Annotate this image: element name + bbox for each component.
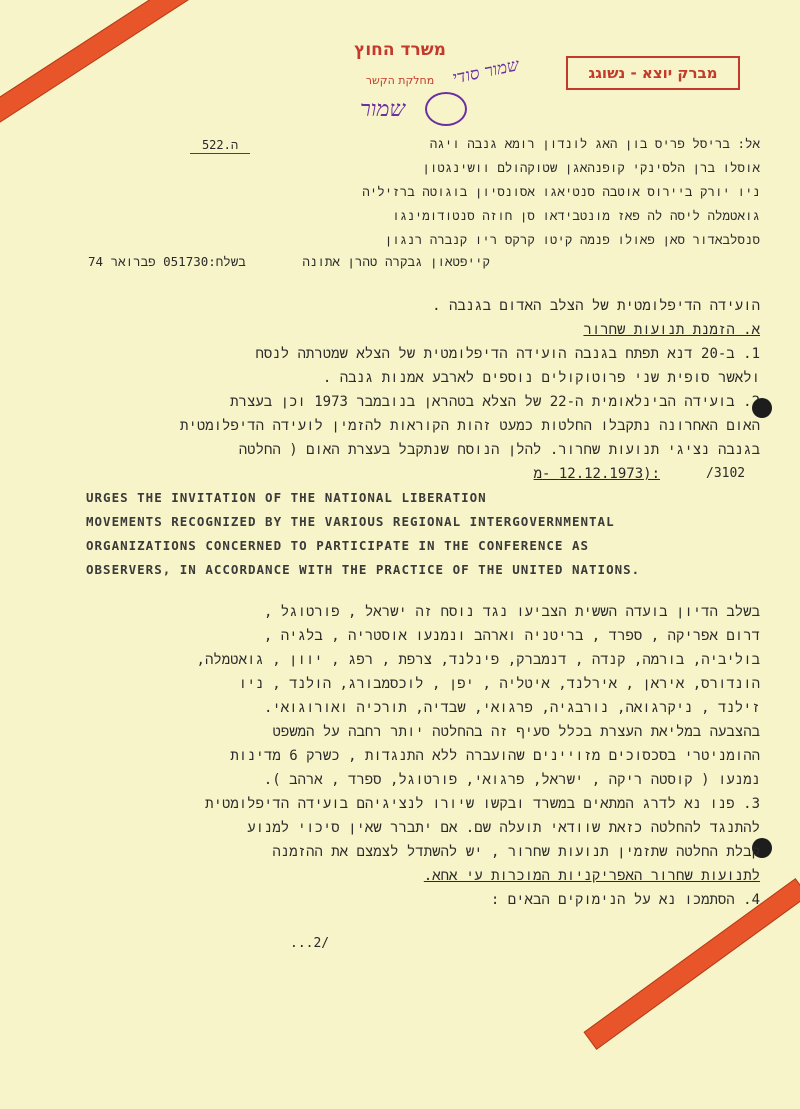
p1-line-4: האום האחרונה נתקבלו החלטות כמעט זהות הקוראות להזמין לועידה הדיפלומטית: [180, 418, 760, 434]
p1-line-5: בגנבה נציגי תנועות שחרור. להלן הנוסח שנתקבל בעצרת האום ( החלטה: [238, 442, 760, 458]
p1-line-2: ולאשר סופית שני פרוטוקולים נוספים לארבע אמנות גנבה .: [322, 370, 760, 386]
p2-line-6: בהצבעה במליאת העצרת בכלל סעיף זה בהחלטה יותר רחבה על המשפט: [272, 724, 760, 740]
send-time: בשלח:051730 פברואר 74: [88, 254, 246, 269]
telegram-number: ה.522: [190, 138, 250, 154]
p2-line-4: הונדורס, איראן , אירלנד, איטליה , יפן , לוכסמבורג, הולנד , ניו: [238, 676, 760, 692]
p3-line-1: 3. פנו נא לדרג המתאים במשרד ובקשו שיורו לנציגיהם בועידה הדיפלומטית: [205, 796, 760, 812]
english-line-2: MOVEMENTS RECOGNIZED BY THE VARIOUS REGIONAL INTERGOVERNMENTAL: [86, 514, 615, 529]
english-line-4: OBSERVERS, IN ACCORDANCE WITH THE PRACTICE OF THE UNITED NATIONS.: [86, 562, 641, 577]
p1-line-3: . בועידה הבינלאומית ה-22 של הצלא בטהראן בנובמבר 1973 וכן בעצרת: [230, 394, 752, 410]
section-a-heading: א. הזמנת תנועות שחרור: [583, 322, 760, 338]
resolution-date: :(12.12.1973 -מ: [533, 466, 660, 482]
recipients-line-5: סנסלבאדור סאן פאולו פנמה קיטו קרקס ריו קנברה רנגון: [384, 232, 760, 247]
resolution-reference: /3102: [706, 466, 746, 481]
recipients-line-3: ניו יורק ביירוס אוטבה סנטיאגו אסונסיון בוגוטה ברזיליה: [362, 184, 760, 199]
p4-line: 4. הסתמכו נא על הנימוקים הבאים :: [490, 892, 760, 908]
hole-punch-1: [752, 398, 772, 418]
english-line-3: ORGANIZATIONS CONCERNED TO PARTICIPATE IN THE CONFERENCE AS: [86, 538, 590, 553]
recipients-line-1: אל: בריסל פריס בון האג לונדון רומא גנבה ויגה: [429, 136, 760, 151]
handwritten-circle-mark: [425, 92, 467, 126]
p2-line-2: דרום אפריקה , ספרד , בריטניה וארהב ונמנעו אוסטריה , בלגיה ,: [263, 628, 760, 644]
red-diagonal-stripe-top: [0, 0, 229, 138]
p3-line-2: להתנגד להחלטה כזאת שוודאי תועלה שם. אם יתברר שאין סיכוי למנוע: [247, 820, 760, 836]
handwritten-secondary: שמור סודי: [450, 55, 521, 89]
handwritten-classification: שמור: [360, 97, 406, 122]
outgoing-telegram-stamp: מברק יוצא - נשוגג: [566, 56, 740, 90]
ministry-name: משרד החוץ: [354, 40, 446, 60]
p1-line-1: 1. ב-20 דנא תפתח בגנבה הועידה הדיפלומטית של הצלא שמטרתה לנסח: [255, 346, 760, 362]
p2-line-1: בשלב הדיון בועדה הששית הצביעו נגד נוסח זה ישראל , פורטוגל ,: [263, 604, 760, 620]
recipients-line-6: קייפטאון גבקרה טהרן אתונה: [302, 254, 490, 269]
recipients-line-2: אוסלו ברן הלסינקי קופנהאגן שטוקהולם וושינגטון: [422, 160, 760, 175]
p2-line-5: זילנד , ניקרגואה, נורבגיה, פרגואי, שבדיה, תורכיה ואורוגואי.: [263, 700, 760, 716]
p3-line-4: לתנועות שחרור האפריקניות המוכרות עי אחא.: [423, 868, 760, 884]
english-line-1: URGES THE INVITATION OF THE NATIONAL LIBERATION: [86, 490, 487, 505]
continued-marker: ...2/: [290, 936, 330, 951]
subject-line: הועידה הדיפלומטית של הצלב האדום בגנבה .: [432, 298, 760, 314]
p2-line-8: נמנעו ( קוסטה ריקה , ישראל, פרגואי, פורטוגל, ספרד , ארהב ).: [263, 772, 760, 788]
p2-line-7: ההומניטרי בסכסוכים מזויינים שהועברה ללא התנגדות , כשרק 6 מדינות: [230, 748, 760, 764]
recipients-line-4: גואטמלה ליסה לה פאז מונטבידאו סן חוזה סנטודומינגו: [392, 208, 760, 223]
p2-line-3: בוליביה, בורמה, קנדה , דנמברק, פינלנד, צרפת , רפג , יוון , גואטמלה,: [196, 652, 760, 668]
department-name: מחלקת הקשר: [365, 74, 435, 87]
p3-line-3: קבלת החלטה שתזמין תנועות שחרור , יש להשתדל לצמצם את ההזמנה: [272, 844, 760, 860]
